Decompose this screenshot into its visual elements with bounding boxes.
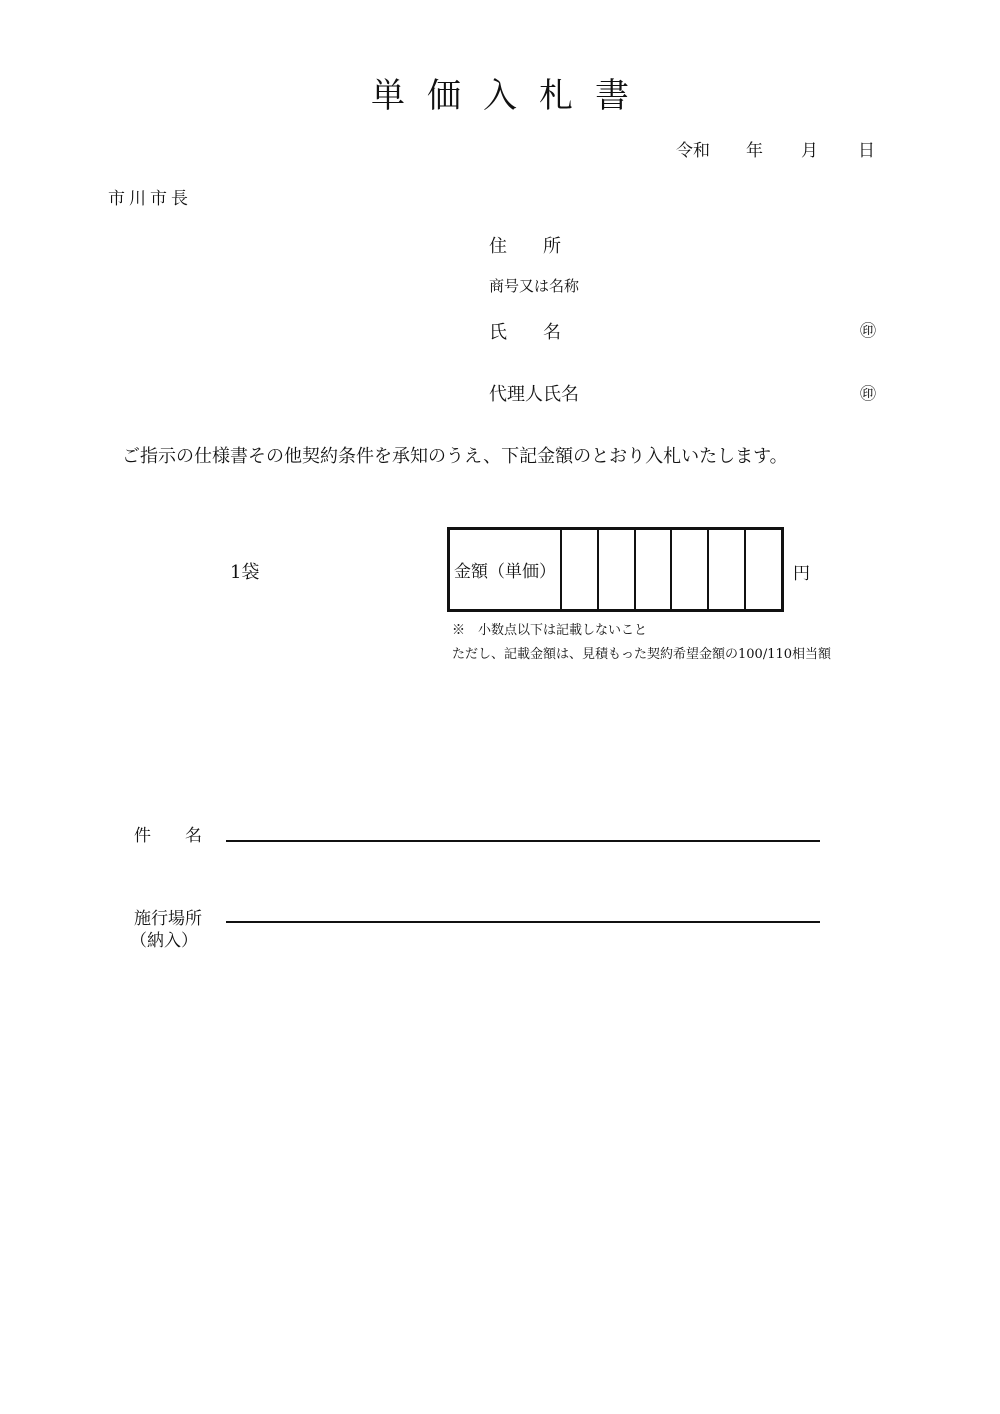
addressee: 市川市長 (108, 189, 192, 209)
digit-cell[interactable] (709, 530, 746, 609)
amount-label: 金額（単価） (450, 530, 562, 609)
date-line (676, 136, 875, 161)
company-name-label: 商号又は名称 (489, 277, 580, 295)
location-line[interactable] (226, 921, 820, 923)
bid-statement: ご指示の仕様書その他契約条件を承知のうえ、下記金額のとおり入札いたします。 (122, 446, 788, 467)
address-label: 住 所 (489, 236, 561, 257)
note-tax: ただし、記載金額は、見積もった契約希望金額の100/110相当額 (452, 647, 832, 662)
subject-label: 件 名 (134, 826, 202, 846)
digit-cell[interactable] (562, 530, 599, 609)
digit-cell[interactable] (599, 530, 636, 609)
location-label: 施行場所 (134, 909, 202, 929)
date-era: 令和 (676, 141, 710, 161)
date-month: 月 (801, 141, 818, 161)
seal-mark: ㊞ (860, 321, 877, 340)
note-decimal: ※ 小数点以下は記載しないこと (452, 623, 648, 638)
digit-cell[interactable] (636, 530, 673, 609)
currency-label: 円 (793, 564, 810, 584)
page-title: 単価入札書 (371, 76, 651, 116)
amount-box (447, 527, 784, 612)
agent-name-label: 代理人氏名 (489, 384, 579, 405)
digit-cell[interactable] (672, 530, 709, 609)
agent-seal-mark: ㊞ (860, 384, 877, 403)
location-sub-label: （納入） (130, 931, 198, 951)
name-label: 氏 名 (489, 322, 561, 343)
quantity-label: 1袋 (230, 562, 260, 583)
date-day: 日 (858, 141, 875, 161)
digit-cell[interactable] (746, 530, 781, 609)
date-year: 年 (746, 141, 763, 161)
subject-line[interactable] (226, 840, 820, 842)
